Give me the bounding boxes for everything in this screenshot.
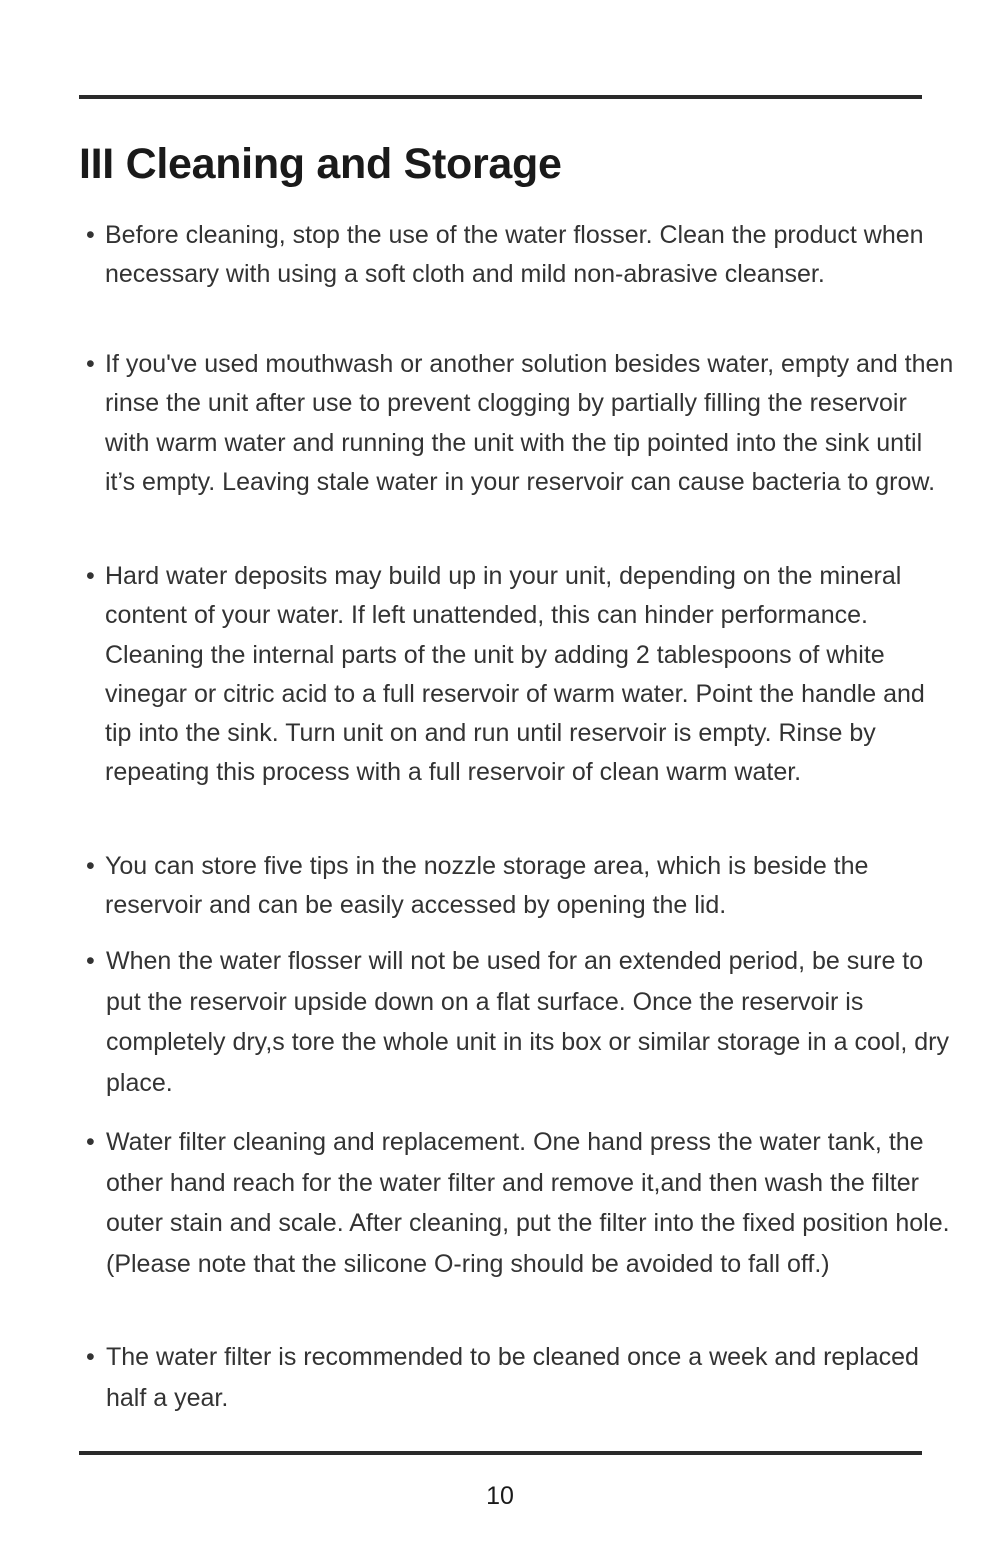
bullet-text: If you've used mouthwash or another solution besides water, empty and then rinse the unit after use to prevent clogging by partially filling the reservoir with warm water and running the unit with the tip pointed into the sink until it’s empty. Leaving stale water in your reservoir can cause bacteria to grow. xyxy=(105,350,954,496)
bullet-icon: • xyxy=(86,947,95,975)
bullet-item-before-cleaning xyxy=(86,216,956,295)
bullet-icon: • xyxy=(86,1343,95,1371)
bullet-text: When the water flosser will not be used for an extended period, be sure to put the reservoir upside down on a flat surface. Once the reservoir is completely dry,s tore the whole unit in its box or similar storage in a cool, dry place. xyxy=(106,947,949,1098)
bullet-item-filter-schedule xyxy=(86,1337,956,1418)
bullet-icon: • xyxy=(86,852,95,880)
bullet-item-hard-water xyxy=(86,557,956,793)
bullet-icon: • xyxy=(86,350,95,378)
bullet-text: Hard water deposits may build up in your unit, depending on the mineral content of your water. If left unattended, this can hinder performance. Cleaning the internal parts of the unit by adding 2 tablespoons of white vinegar or citric acid to a full reservoir of warm water. Point the handle and tip into the sink. Turn unit on and run until reservoir is empty. Rinse by repeating this process with a full reservoir of clean warm water. xyxy=(105,562,925,787)
bullet-item-tip-storage xyxy=(86,847,956,926)
bullet-item-extended-storage xyxy=(86,941,956,1104)
page-title: III Cleaning and Storage xyxy=(79,140,562,188)
bullet-icon: • xyxy=(86,1128,95,1156)
bottom-rule xyxy=(79,1451,922,1455)
bullet-text: Water filter cleaning and replacement. One hand press the water tank, the other hand reach for the water filter and remove it,and then wash the filter outer stain and scale. After cleaning, put the filter into the fixed position hole.(Please note that the silicone O-ring should be avoided to fall off.) xyxy=(106,1128,950,1279)
bullet-text: You can store five tips in the nozzle storage area, which is beside the reservoir and can be easily accessed by opening the lid. xyxy=(105,852,869,920)
top-rule xyxy=(79,95,922,99)
bullet-icon: • xyxy=(86,221,95,249)
bullet-text: Before cleaning, stop the use of the water flosser. Clean the product when necessary with using a soft cloth and mild non-abrasive cleanser. xyxy=(105,221,924,289)
bullet-item-filter-cleaning xyxy=(86,1122,956,1285)
bullet-icon: • xyxy=(86,562,95,590)
bullet-text: The water filter is recommended to be cleaned once a week and replaced half a year. xyxy=(106,1343,919,1412)
bullet-item-mouthwash xyxy=(86,345,956,502)
page-number: 10 xyxy=(486,1482,514,1510)
